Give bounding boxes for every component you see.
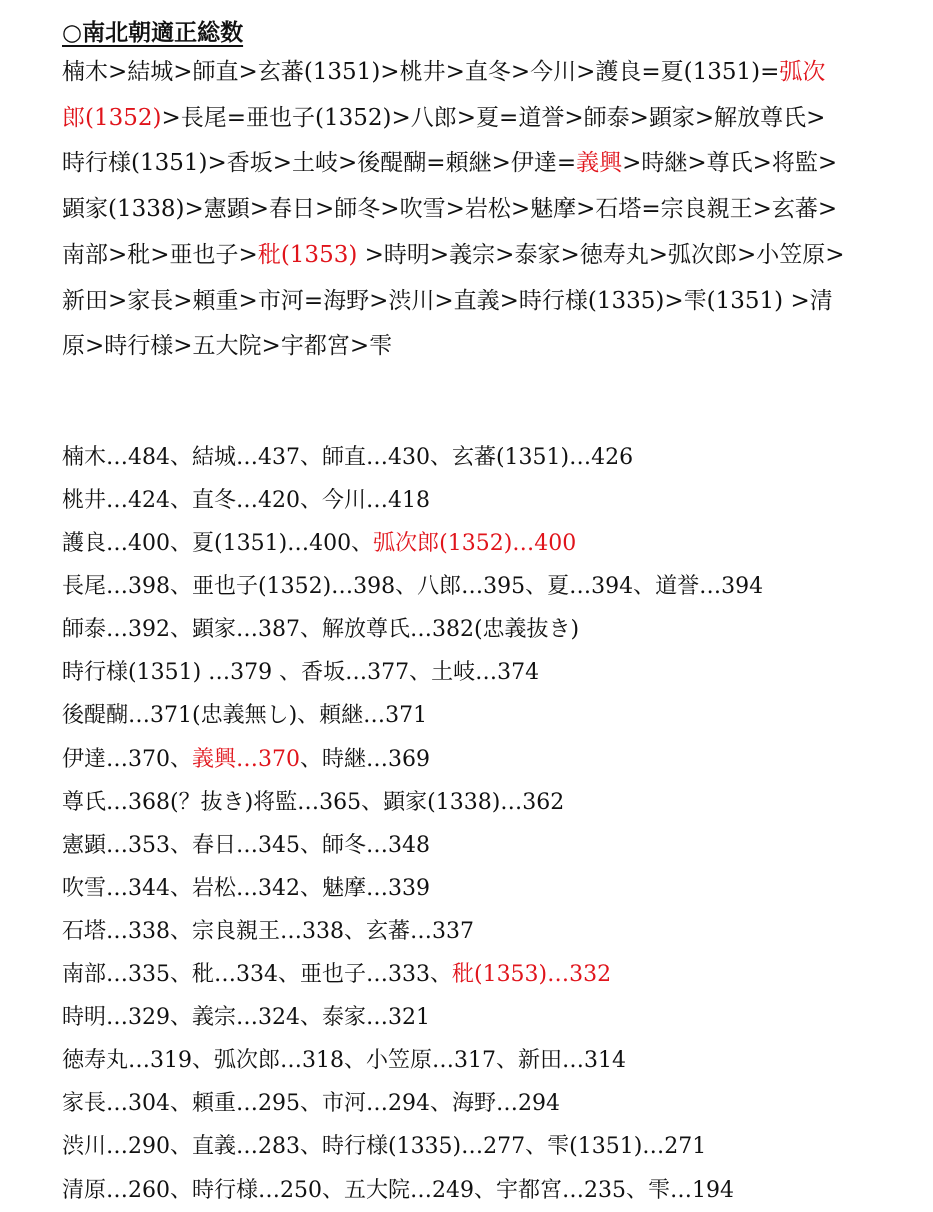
score-line xyxy=(62,1169,913,1212)
score-list xyxy=(62,436,913,1212)
highlighted-text: 弧次郎(1352)…400 xyxy=(373,531,577,557)
text-segment: 護良…400、夏(1351)…400、 xyxy=(62,531,374,557)
ranking-paragraph xyxy=(62,50,913,370)
ranking-line xyxy=(62,233,913,279)
ranking-line xyxy=(62,187,913,233)
score-line xyxy=(62,1082,913,1125)
highlighted-text: 郎(1352) xyxy=(62,104,162,131)
text-segment: 新田>家長>頼重>市河=海野>渋川>直義>時行様(1335)>雫(1351) >清 xyxy=(62,287,833,314)
text-segment: 家長…304、頼重…295、市河…294、海野…294 xyxy=(62,1091,560,1117)
score-line xyxy=(62,436,913,479)
highlighted-text: 義興…370 xyxy=(192,746,300,772)
text-segment: 、時継…369 xyxy=(300,746,430,772)
score-line xyxy=(62,996,913,1039)
score-line xyxy=(62,694,913,737)
highlighted-text: 義興 xyxy=(576,150,623,177)
text-segment: 石塔…338、宗良親王…338、玄蕃…337 xyxy=(62,918,474,944)
ranking-line xyxy=(62,141,913,187)
score-line xyxy=(62,651,913,694)
text-segment: 徳寿丸…319、弧次郎…318、小笠原…317、新田…314 xyxy=(62,1048,626,1074)
score-line xyxy=(62,824,913,867)
text-segment: 時明…329、義宗…324、泰家…321 xyxy=(62,1005,430,1031)
text-segment: 清原…260、時行様…250、五大院…249、宇都宮…235、雫…194 xyxy=(62,1177,734,1203)
text-segment: 桃井…424、直冬…420、今川…418 xyxy=(62,488,430,514)
score-line xyxy=(62,953,913,996)
text-segment: 後醍醐…371(忠義無し)、頼継…371 xyxy=(62,703,428,729)
score-line xyxy=(62,522,913,565)
text-segment: 南部>秕>亜也子> xyxy=(62,241,258,268)
score-line xyxy=(62,479,913,522)
text-segment: 楠木…484、結城…437、師直…430、玄蕃(1351)…426 xyxy=(62,444,634,470)
text-segment: 長尾…398、亜也子(1352)…398、八郎…395、夏…394、道誉…394 xyxy=(62,574,764,600)
text-segment: 師泰…392、顕家…387、解放尊氏…382(忠義抜き) xyxy=(62,617,580,643)
text-segment: 渋川…290、直義…283、時行様(1335)…277、雫(1351)…271 xyxy=(62,1134,707,1160)
text-segment: 時行様(1351) …379 、香坂…377、土岐…374 xyxy=(62,660,540,686)
ranking-line xyxy=(62,324,913,370)
text-segment: 憲顕…353、春日…345、師冬…348 xyxy=(62,832,430,858)
score-line xyxy=(62,565,913,608)
score-line xyxy=(62,910,913,953)
text-segment: 楠木>結城>師直>玄蕃(1351)>桃井>直冬>今川>護良=夏(1351)= xyxy=(62,59,780,85)
document-title: ○南北朝適正総数 xyxy=(62,19,244,46)
highlighted-text: 弧次 xyxy=(779,59,826,85)
text-segment: 顕家(1338)>憲顕>春日>師冬>吹雪>岩松>魅摩>石塔=宗良親王>玄蕃> xyxy=(62,196,838,223)
score-line xyxy=(62,1125,913,1168)
text-segment: 南部…335、秕…334、亜也子…333、 xyxy=(62,962,452,988)
highlighted-text: 秕(1353)…332 xyxy=(451,962,612,988)
text-segment: 時行様(1351)>香坂>土岐>後醍醐=頼継>伊達= xyxy=(62,150,577,177)
text-segment: 吹雪…344、岩松…342、魅摩…339 xyxy=(62,875,430,901)
score-line xyxy=(62,1039,913,1082)
score-line xyxy=(62,781,913,824)
ranking-line xyxy=(62,279,913,325)
text-segment: >長尾=亜也子(1352)>八郎>夏=道誉>師泰>顕家>解放尊氏> xyxy=(161,104,826,131)
text-segment: >時明>義宗>泰家>徳寿丸>弧次郎>小笠原> xyxy=(357,241,845,268)
ranking-line xyxy=(62,96,913,142)
score-line xyxy=(62,608,913,651)
text-segment: 尊氏…368(？抜き)将監…365、顕家(1338)…362 xyxy=(62,789,565,815)
ranking-line xyxy=(62,50,913,96)
text-segment: 伊達…370、 xyxy=(62,746,192,772)
text-segment: >時継>尊氏>将監> xyxy=(622,150,838,177)
highlighted-text: 秕(1353) xyxy=(257,241,358,268)
score-line xyxy=(62,867,913,910)
text-segment: 原>時行様>五大院>宇都宮>雫 xyxy=(62,333,393,360)
score-line xyxy=(62,738,913,781)
